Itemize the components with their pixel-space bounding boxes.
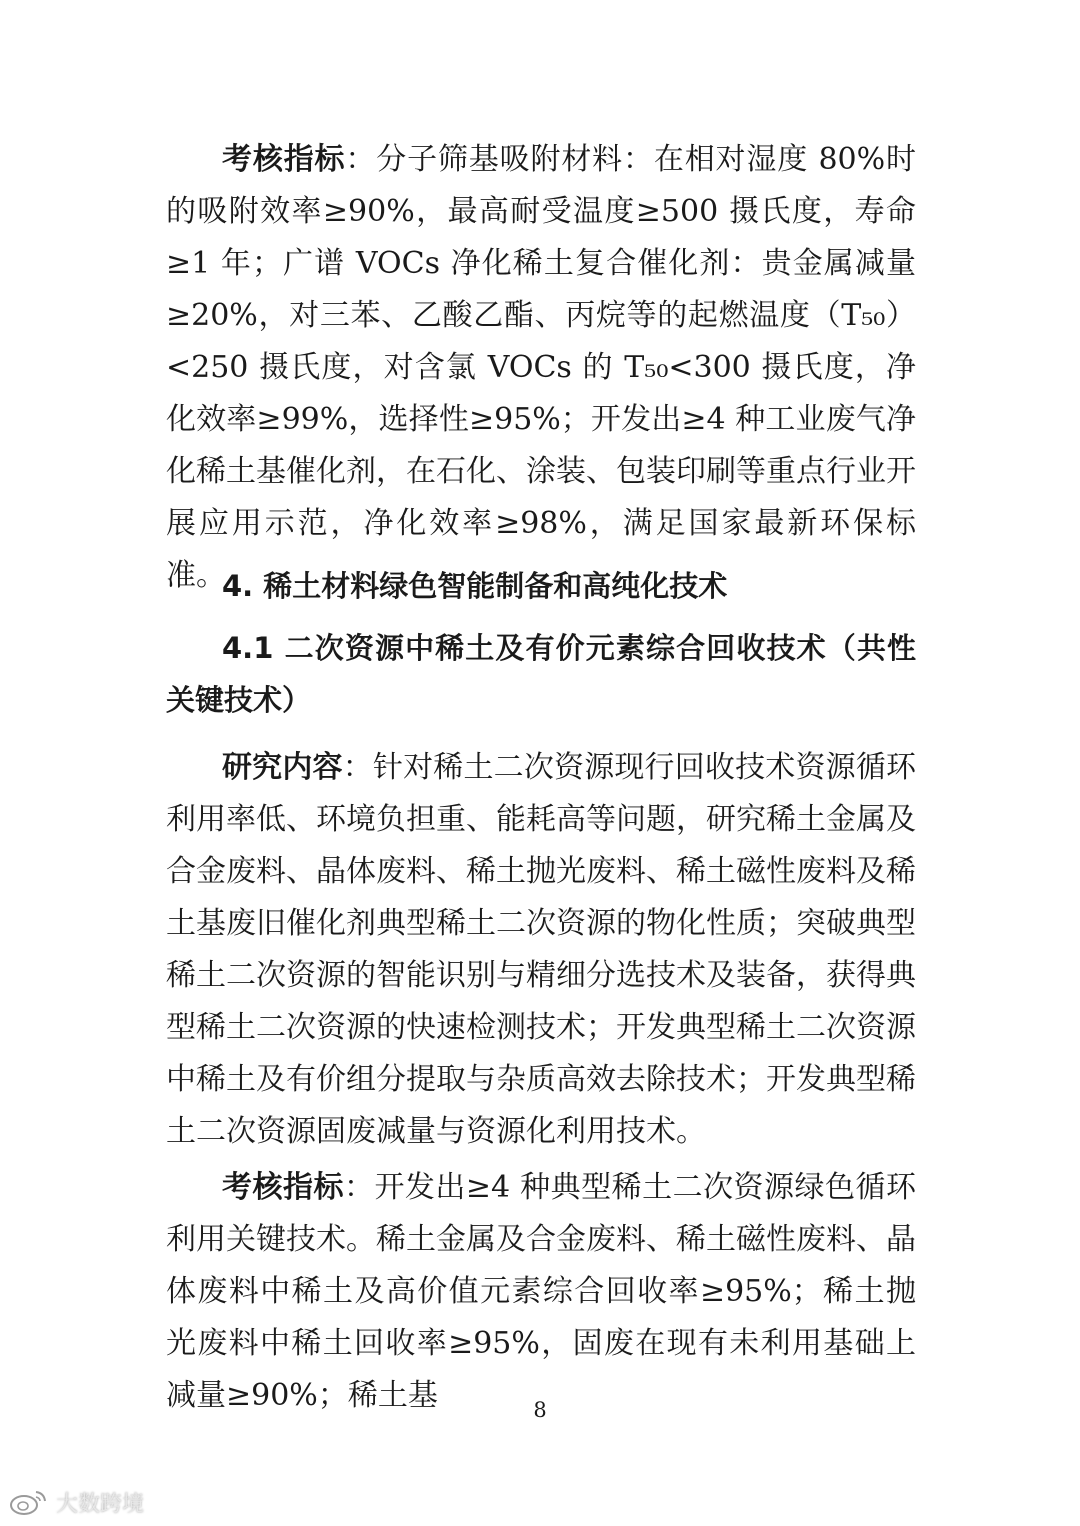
page-number: 8 <box>533 1398 547 1422</box>
assessment-paragraph-2 <box>166 1162 916 1422</box>
assessment-label-1: 考核指标 <box>222 142 346 177</box>
section-heading-4: 4. 稀土材料绿色智能制备和高纯化技术 <box>222 569 728 603</box>
subsection-heading-4-1: 4.1 二次资源中稀土及有价元素综合回收技术（共性关键技术） <box>166 631 916 717</box>
weibo-logo-icon <box>8 1488 50 1516</box>
assessment-paragraph-1 <box>166 134 916 602</box>
assessment-text-2: ：开发出≥4 种典型稀土二次资源绿色循环利用关键技术。稀土金属及合金废料、稀土磁性废料、晶体废料中稀土及高价值元素综合回收率≥95%；稀土抛光废料中稀土回收率≥95%，固废在现有未利用基础上减量≥90%；稀土基 <box>166 1170 916 1413</box>
research-paragraph <box>166 742 916 1158</box>
watermark <box>8 1486 144 1518</box>
assessment-text-1: ：分子筛基吸附材料：在相对湿度 80%时的吸附效率≥90%，最高耐受温度≥500 摄氏度，寿命≥1 年；广谱 VOCs 净化稀土复合催化剂：贵金属减量≥20%，对三苯、乙酸乙酯、丙烷等的起燃温度（T₅₀）<250 摄氏度，对含氯 VOCs 的 T₅₀<300 摄氏度，净化效率≥99%，选择性≥95%；开发出≥4 种工业废气净化稀土基催化剂，在石化、涂装、包装印刷等重点行业开展应用示范，净化效率≥98%，满足国家最新环保标准。 <box>166 142 917 593</box>
research-label: 研究内容 <box>222 750 343 785</box>
assessment-label-2: 考核指标 <box>222 1170 344 1205</box>
research-text: ：针对稀土二次资源现行回收技术资源循环利用率低、环境负担重、能耗高等问题，研究稀土金属及合金废料、晶体废料、稀土抛光废料、稀土磁性废料及稀土基废旧催化剂典型稀土二次资源的物化性质；突破典型稀土二次资源的智能识别与精细分选技术及装备，获得典型稀土二次资源的快速检测技术；开发典型稀土二次资源中稀土及有价组分提取与杂质高效去除技术；开发典型稀土二次资源固废减量与资源化利用技术。 <box>166 750 917 1149</box>
watermark-text: 大数跨境 <box>56 1491 145 1517</box>
